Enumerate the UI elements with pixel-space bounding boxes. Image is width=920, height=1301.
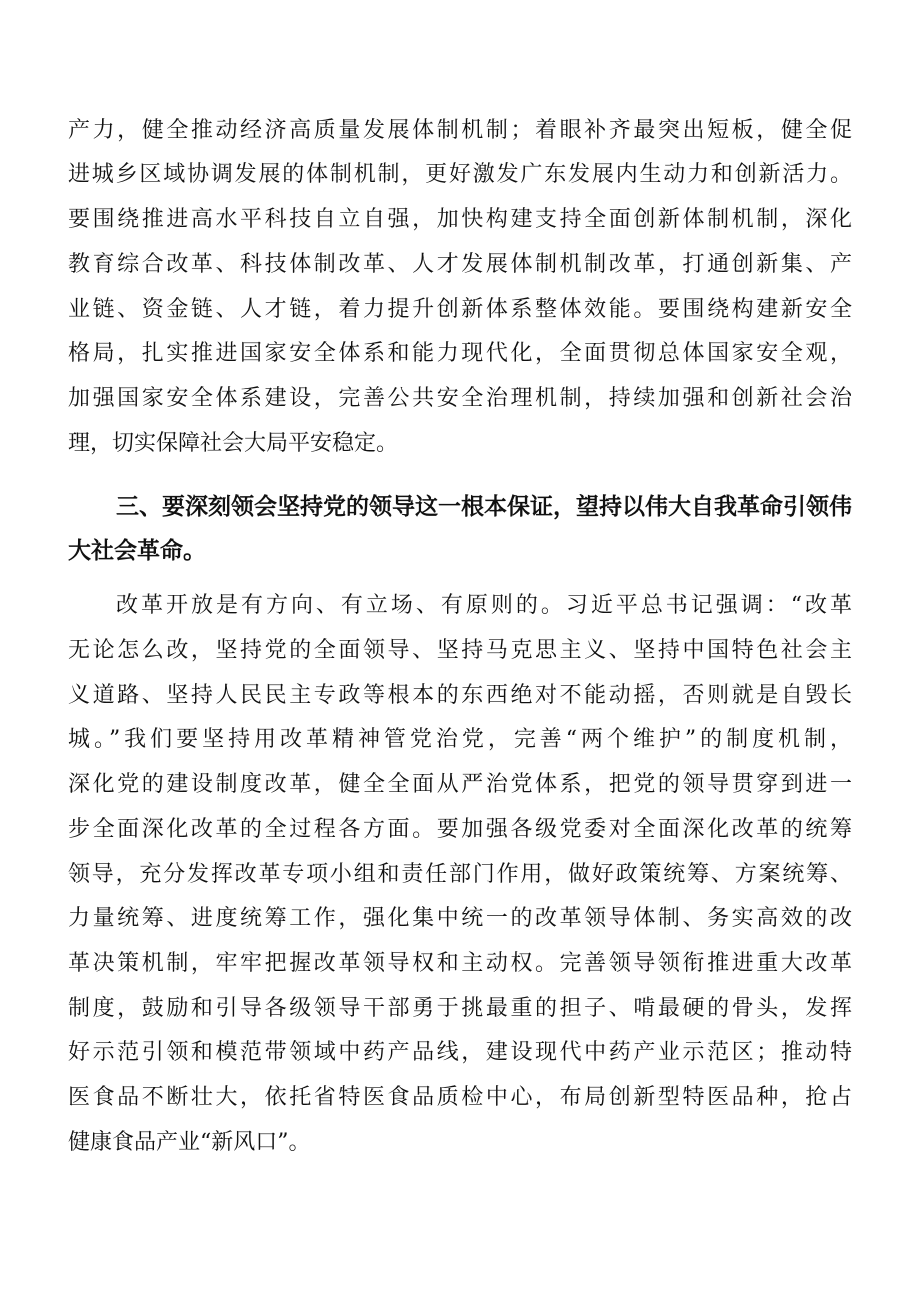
paragraph-2-line-9: 革决策机制，牢牢把握改革领导权和主动权。完善领导领衔推进重大改革 <box>68 951 852 976</box>
paragraph-2-line-1: 改革开放是有方向、有立场、有原则的。习近平总书记强调：“改革 <box>116 593 852 618</box>
section-heading-line-1: 三、要深刻领会坚持党的领导这一根本保证，望持以伟大自我革命引领伟 <box>116 494 852 520</box>
paragraph-2-line-11: 好示范引领和模范带领域中药产品线，建设现代中药产业示范区；推动特 <box>68 1040 852 1065</box>
paragraph-2-line-12: 医食品不断壮大，依托省特医食品质检中心，布局创新型特医品种，抢占 <box>68 1085 852 1110</box>
paragraph-2-line-3: 义道路、坚持人民民主专政等根本的东西绝对不能动摇，否则就是自毁长 <box>68 683 852 708</box>
paragraph-2-line-8: 力量统筹、进度统筹工作，强化集中统一的改革领导体制、务实高效的改 <box>68 906 852 931</box>
paragraph-1-line-6: 格局，扎实推进国家安全体系和能力现代化，全面贯彻总体国家安全观， <box>68 341 852 366</box>
paragraph-2-line-10: 制度，鼓励和引导各级领导干部勇于挑最重的担子、啃最硬的骨头，发挥 <box>68 996 852 1021</box>
paragraph-2-line-5: 深化党的建设制度改革，健全全面从严治党体系，把党的领导贯穿到进一 <box>68 772 852 797</box>
paragraph-2-line-7: 领导，充分发挥改革专项小组和责任部门作用，做好政策统筹、方案统筹、 <box>68 862 852 887</box>
section-heading-line-2: 大社会革命。 <box>68 538 206 564</box>
paragraph-1-line-1: 产力，健全推动经济高质量发展体制机制；着眼补齐最突出短板，健全促 <box>68 118 852 143</box>
paragraph-2-line-13: 健康食品产业“新风口”。 <box>68 1130 311 1155</box>
paragraph-1-line-8: 理，切实保障社会大局平安稳定。 <box>68 431 399 456</box>
paragraph-2-line-4: 城。”我们要坚持用改革精神管党治党，完善“两个维护”的制度机制， <box>68 727 852 752</box>
paragraph-2-line-2: 无论怎么改，坚持党的全面领导、坚持马克思主义、坚持中国特色社会主 <box>68 638 852 663</box>
paragraph-2-line-6: 步全面深化改革的全过程各方面。要加强各级党委对全面深化改革的统筹 <box>68 817 852 842</box>
paragraph-1-line-2: 进城乡区域协调发展的体制机制，更好激发广东发展内生动力和创新活力。 <box>68 162 852 187</box>
paragraph-1-line-7: 加强国家安全体系建设，完善公共安全治理机制，持续加强和创新社会治 <box>68 386 852 411</box>
paragraph-1-line-3: 要围绕推进高水平科技自立自强，加快构建支持全面创新体制机制，深化 <box>68 207 852 232</box>
paragraph-1-line-4: 教育综合改革、科技体制改革、人才发展体制机制改革，打通创新集、产 <box>68 252 852 277</box>
paragraph-1-line-5: 业链、资金链、人才链，着力提升创新体系整体效能。要围绕构建新安全 <box>68 297 852 322</box>
